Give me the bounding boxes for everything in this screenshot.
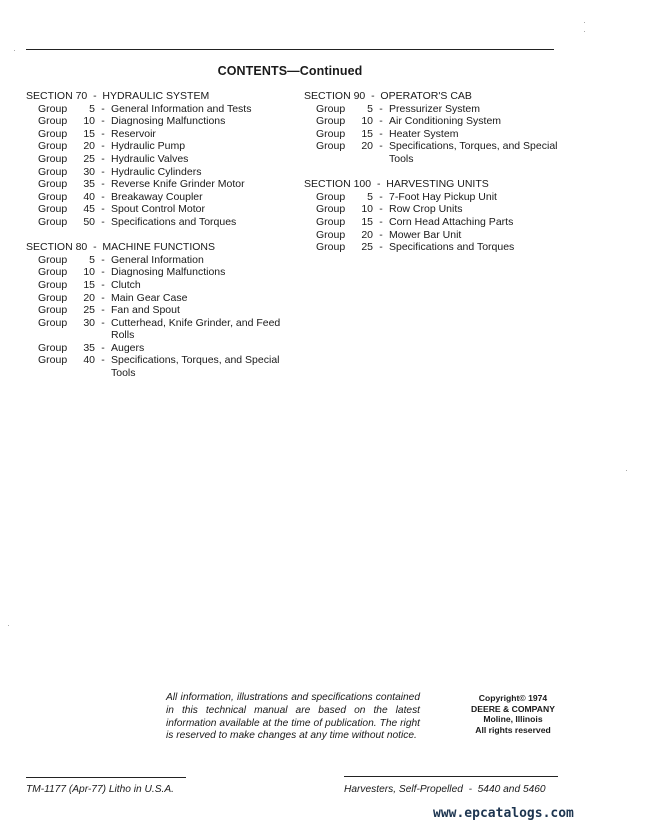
group-title: Spout Control Motor <box>111 203 205 216</box>
group-number: 10 <box>83 266 95 279</box>
group-number: 20 <box>83 291 95 304</box>
group-number: 15 <box>361 215 373 228</box>
group-entry <box>26 266 296 279</box>
group-entry <box>304 128 574 141</box>
company-location: Moline, Illinois <box>483 714 543 725</box>
group-label: Group <box>38 278 68 291</box>
contents-section <box>304 178 574 254</box>
group-number: 25 <box>361 241 373 254</box>
scan-speck <box>584 22 585 23</box>
rights-reserved: All rights reserved <box>475 724 551 735</box>
contents-column-left <box>26 90 296 392</box>
group-separator: - <box>101 291 105 304</box>
group-separator: - <box>379 115 383 128</box>
group-entry <box>304 191 574 204</box>
group-title: Air Conditioning System <box>389 115 502 128</box>
group-number: 5 <box>89 102 95 115</box>
group-number: 45 <box>83 203 95 216</box>
group-label: Group <box>38 341 68 354</box>
group-separator: - <box>101 190 105 203</box>
group-title: Specifications, Torques, and Special Tools <box>389 140 558 165</box>
group-number: 20 <box>361 228 373 241</box>
contents-section <box>304 90 574 166</box>
copyright-line: Copyright© 1974 <box>478 693 548 703</box>
group-separator: - <box>101 253 105 266</box>
group-separator: - <box>101 165 105 178</box>
group-entry <box>26 115 296 128</box>
group-label: Group <box>38 115 68 128</box>
group-label: Group <box>316 127 346 140</box>
page-title: CONTENTS—Continued <box>217 64 363 78</box>
group-label: Group <box>38 102 68 115</box>
section-heading: SECTION 70 - HYDRAULIC SYSTEM <box>26 90 210 102</box>
group-label: Group <box>38 127 68 140</box>
group-title: Heater System <box>389 127 459 140</box>
group-number: 35 <box>83 341 95 354</box>
group-title: Reservoir <box>111 127 156 140</box>
group-separator: - <box>101 140 105 153</box>
group-number: 5 <box>367 102 373 115</box>
group-title: Specifications, Torques, and Special Tools <box>111 354 280 380</box>
group-label: Group <box>38 203 68 216</box>
scan-speck <box>8 625 9 626</box>
group-number: 20 <box>361 140 373 153</box>
group-entry <box>26 153 296 166</box>
group-separator: - <box>379 140 383 153</box>
disclaimer-notice: All information, illustrations and specifications contained in this technical manual are based on the latest information available at the time of publication. The right is reserved to make changes at any time without notice. <box>166 692 420 742</box>
group-number: 40 <box>83 354 95 367</box>
group-title: Hydraulic Valves <box>111 152 189 165</box>
group-entry <box>304 115 574 128</box>
group-title: Breakaway Coupler <box>111 190 203 203</box>
group-title: Diagnosing Malfunctions <box>111 266 226 279</box>
footer-manual-title: Harvesters, Self-Propelled - 5440 and 5460 <box>344 784 546 795</box>
group-title: General Information and Tests <box>111 102 252 115</box>
group-label: Group <box>316 215 346 228</box>
group-entry <box>26 292 296 305</box>
group-label: Group <box>316 102 346 115</box>
group-number: 5 <box>89 253 95 266</box>
group-separator: - <box>379 102 383 115</box>
group-label: Group <box>38 152 68 165</box>
group-label: Group <box>316 228 346 241</box>
group-label: Group <box>38 253 68 266</box>
group-number: 10 <box>83 115 95 128</box>
group-separator: - <box>101 341 105 354</box>
group-number: 35 <box>83 178 95 191</box>
group-number: 15 <box>83 127 95 140</box>
group-title: Specifications and Torques <box>389 241 515 254</box>
group-entry <box>26 317 296 342</box>
group-entry <box>26 304 296 317</box>
group-entry <box>26 203 296 216</box>
group-entry <box>26 354 296 379</box>
group-separator: - <box>101 304 105 317</box>
section-heading: SECTION 100 - HARVESTING UNITS <box>304 178 489 191</box>
group-label: Group <box>38 266 68 279</box>
group-separator: - <box>379 215 383 228</box>
group-entry <box>26 279 296 292</box>
group-title: Pressurizer System <box>389 102 481 115</box>
group-entry <box>304 229 574 242</box>
section-heading: SECTION 90 - OPERATOR'S CAB <box>304 90 472 102</box>
group-number: 10 <box>361 115 373 128</box>
copyright-block <box>455 693 571 735</box>
group-title: Fan and Spout <box>111 304 180 317</box>
group-entry <box>304 140 574 165</box>
group-entry <box>26 216 296 229</box>
group-separator: - <box>101 127 105 140</box>
group-label: Group <box>316 190 346 203</box>
group-number: 30 <box>83 316 95 329</box>
group-number: 50 <box>83 215 95 228</box>
group-label: Group <box>38 178 68 191</box>
group-number: 40 <box>83 190 95 203</box>
group-entry <box>26 140 296 153</box>
group-label: Group <box>316 203 346 216</box>
group-title: Reverse Knife Grinder Motor <box>111 178 245 191</box>
group-label: Group <box>38 291 68 304</box>
group-separator: - <box>101 115 105 128</box>
group-title: Mower Bar Unit <box>389 228 462 241</box>
group-title: Hydraulic Cylinders <box>111 165 202 178</box>
group-separator: - <box>101 215 105 228</box>
contents-section <box>26 90 296 229</box>
contents-column-right <box>304 90 574 266</box>
group-entry <box>304 103 574 116</box>
group-separator: - <box>101 354 105 367</box>
group-label: Group <box>38 140 68 153</box>
group-entry <box>26 254 296 267</box>
group-title: Clutch <box>111 278 141 291</box>
group-entry <box>304 203 574 216</box>
group-number: 15 <box>361 127 373 140</box>
section-heading: SECTION 80 - MACHINE FUNCTIONS <box>26 241 216 254</box>
contents-section <box>26 241 296 380</box>
group-title: General Information <box>111 253 204 266</box>
footer-publication-info: TM-1177 (Apr-77) Litho in U.S.A. <box>26 784 174 795</box>
group-separator: - <box>101 266 105 279</box>
group-entry <box>26 166 296 179</box>
group-number: 15 <box>83 278 95 291</box>
group-entry <box>304 216 574 229</box>
group-title: Augers <box>111 341 145 354</box>
group-label: Group <box>38 354 68 367</box>
group-separator: - <box>101 152 105 165</box>
group-title: Row Crop Units <box>389 203 463 216</box>
scan-speck <box>14 50 15 51</box>
group-number: 30 <box>83 165 95 178</box>
group-separator: - <box>379 228 383 241</box>
group-separator: - <box>379 203 383 216</box>
top-rule <box>26 49 554 50</box>
group-title: Corn Head Attaching Parts <box>389 215 514 228</box>
group-number: 25 <box>83 152 95 165</box>
group-separator: - <box>101 278 105 291</box>
group-separator: - <box>101 316 105 329</box>
group-title: Cutterhead, Knife Grinder, and Feed Rolls <box>111 316 281 342</box>
group-title: Diagnosing Malfunctions <box>111 115 226 128</box>
group-entry <box>26 178 296 191</box>
group-title: Main Gear Case <box>111 291 188 304</box>
group-entry <box>26 342 296 355</box>
scan-speck <box>584 31 585 32</box>
group-label: Group <box>316 140 346 153</box>
group-separator: - <box>101 102 105 115</box>
group-number: 25 <box>83 304 95 317</box>
group-number: 5 <box>367 190 373 203</box>
company-name: DEERE & COMPANY <box>471 703 555 714</box>
group-label: Group <box>38 165 68 178</box>
group-label: Group <box>38 304 68 317</box>
group-entry <box>304 241 574 254</box>
group-entry <box>26 128 296 141</box>
group-title: Specifications and Torques <box>111 215 237 228</box>
group-number: 10 <box>361 203 373 216</box>
group-label: Group <box>316 241 346 254</box>
group-title: Hydraulic Pump <box>111 140 186 153</box>
group-separator: - <box>101 178 105 191</box>
group-separator: - <box>101 203 105 216</box>
watermark-url: www.epcatalogs.com <box>433 806 574 821</box>
group-separator: - <box>379 241 383 254</box>
group-entry <box>26 103 296 116</box>
group-title: 7-Foot Hay Pickup Unit <box>389 190 497 203</box>
group-entry <box>26 191 296 204</box>
group-label: Group <box>38 215 68 228</box>
scan-speck <box>626 470 627 471</box>
group-separator: - <box>379 190 383 203</box>
group-label: Group <box>316 115 346 128</box>
group-separator: - <box>379 127 383 140</box>
group-label: Group <box>38 316 68 329</box>
group-label: Group <box>38 190 68 203</box>
footer-rule-left <box>26 777 186 778</box>
group-number: 20 <box>83 140 95 153</box>
footer-rule-right <box>344 776 558 777</box>
